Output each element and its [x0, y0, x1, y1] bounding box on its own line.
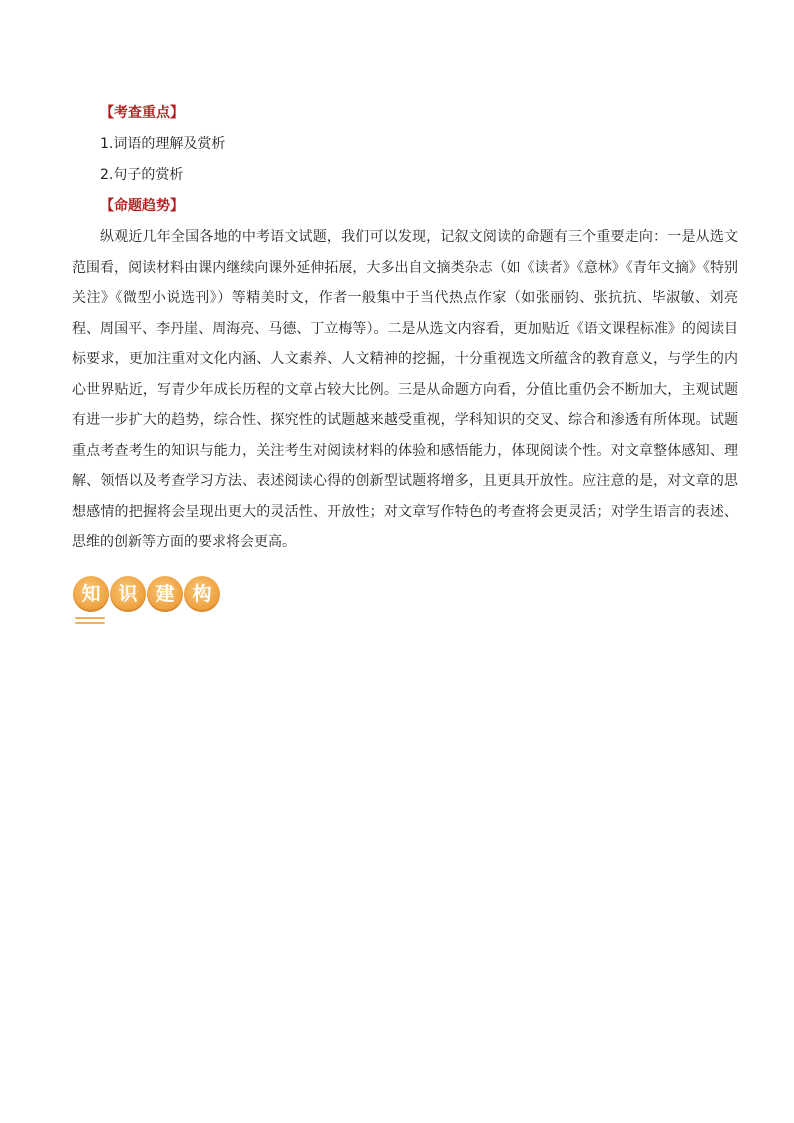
document-body: [72, 98, 738, 558]
focus-heading: 【考查重点】: [100, 105, 184, 121]
badge-char-3: 建: [147, 576, 183, 612]
focus-item-1: 1.词语的理解及赏析: [100, 136, 226, 152]
badge-char-4: 构: [184, 576, 220, 612]
trend-paragraph: 纵观近几年全国各地的中考语文试题，我们可以发现，记叙文阅读的命题有三个重要走向：一是从选文范围看，阅读材料由课内继续向课外延伸拓展，大多出自文摘类杂志（如《读者》《意林》《青年文摘》《特别关注》《微型小说选刊》）等精美时文，作者一般集中于当代热点作家（如张丽钧、张抗抗、毕淑敏、刘亮程、周国平、李丹崖、周海亮、马德、丁立梅等）。二是从选文内容看，更加贴近《语文课程标准》的阅读目标要求，更加注重对文化内涵、人文素养、人文精神的挖掘，十分重视选文所蕴含的教育意义，与学生的内心世界贴近，写青少年成长历程的文章占较大比例。三是从命题方向看，分值比重仍会不断加大，主观试题有进一步扩大的趋势，综合性、探究性的试题越来越受重视，学科知识的交叉、综合和渗透有所体现。试题重点考查考生的知识与能力，关注考生对阅读材料的体验和感悟能力，体现阅读个性。对文章整体感知、理解、领悟以及考查学习方法、表述阅读心得的创新型试题将增多，且更具开放性。应注意的是，对文章的思想感情的把握将会呈现出更大的灵活性、开放性；对文章写作特色的考查将会更灵活；对学生语言的表述、思维的创新等方面的要求将会更高。: [72, 229, 738, 550]
badge-char-1: 知: [73, 576, 109, 612]
badge-underline-decoration: [75, 617, 105, 627]
badge-char-2: 识: [110, 576, 146, 612]
knowledge-structure-badge: [73, 576, 233, 632]
trend-heading: 【命题趋势】: [100, 198, 184, 214]
focus-item-2: 2.句子的赏析: [100, 167, 184, 183]
